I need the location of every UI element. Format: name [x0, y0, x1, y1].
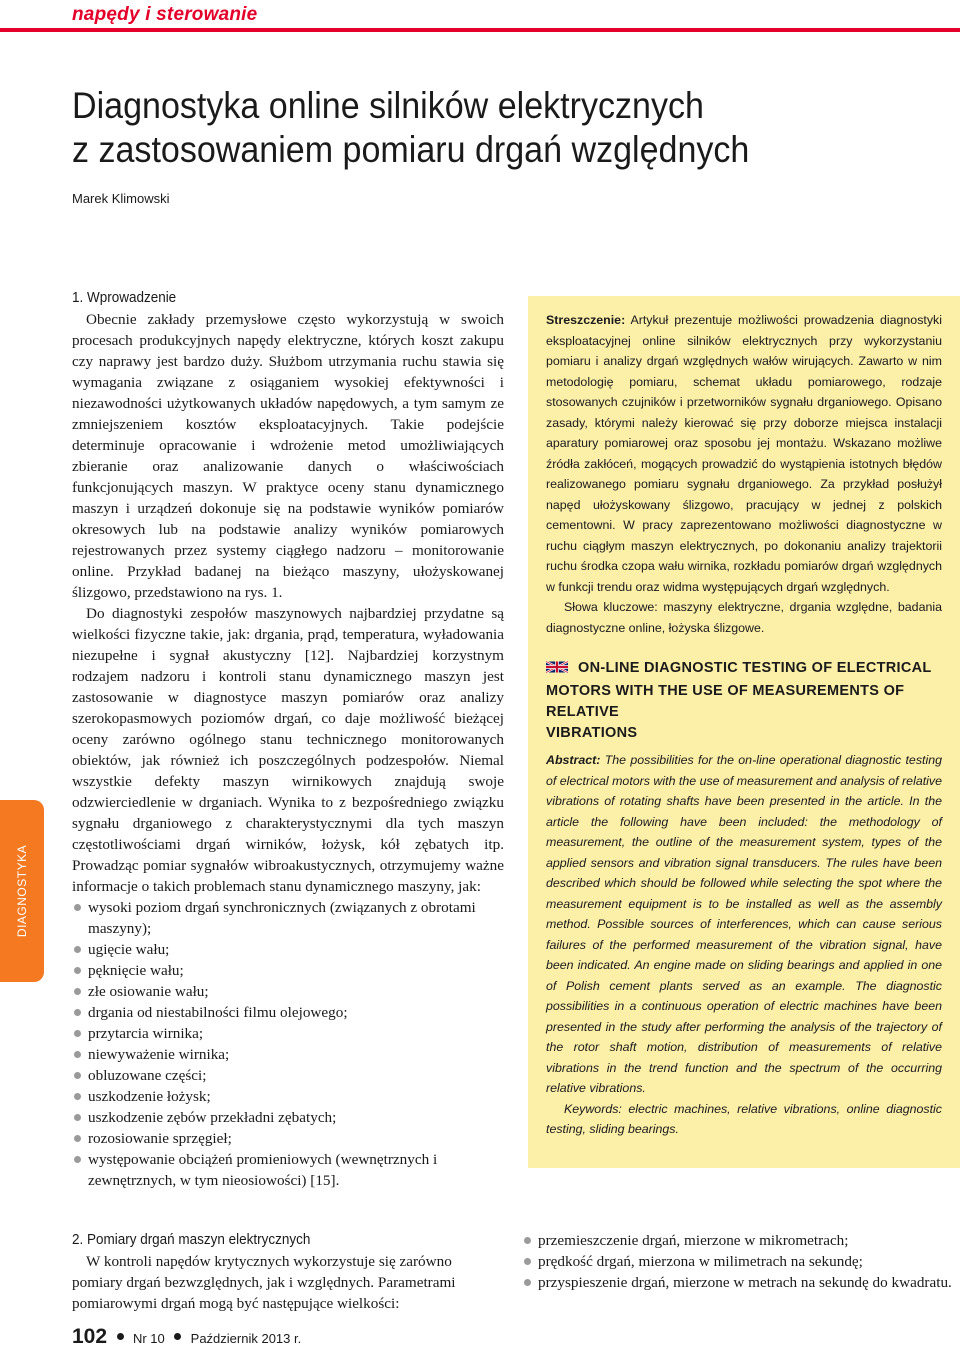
section-1-paragraph-1: Obecnie zakłady przemysłowe często wykorzystują w swoich procesach produkcyjnych napędy elektryczne, których koszt zakupu czy naprawy jest bardzo duży. Służbom utrzymania ruchu stawia się wymagania związane z osiąganiem wysokiej efektywności i niezawodności użytkowanych układów napędowych, a tym samym ze zmniejszeniem kosztów eksploatacyjnych. Takie podejście determinuje opracowanie i wdrożenie metod umożliwiających zbieranie oraz analizowanie danych o właściwościach funkcjonujących maszyn. W praktyce oceny stanu dynamicznego maszyn i urządzeń dokonuje się na podstawie wyników pomiarów okresowych lub na podstawie analizy wyników pomiarowych rejestrowanych przez systemy ciągłego nadzoru – monitorowanie online. Przykład badanej na bieżąco maszyny, ułożyskowanej ślizgowo, przedstawiono na rys. 1.	[72, 311, 504, 601]
list-item: przytarcia wirnika;	[72, 1023, 504, 1044]
abstract-pl-label: Streszczenie:	[546, 313, 626, 327]
side-tab	[0, 800, 44, 982]
issue-date: Październik 2013 r.	[190, 1331, 302, 1346]
abstract-en	[546, 750, 942, 1099]
section-header	[0, 0, 960, 36]
list-item: ugięcie wału;	[72, 939, 504, 960]
article-title	[72, 84, 863, 172]
header-rule	[0, 28, 960, 32]
list-item: niewyważenie wirnika;	[72, 1044, 504, 1065]
bullet-dot-icon	[174, 1333, 181, 1340]
keywords-pl: Słowa kluczowe: maszyny elektryczne, drgania względne, badania diagnostyczne online, łożyska ślizgowe.	[546, 600, 942, 635]
list-item: obluzowane części;	[72, 1065, 504, 1086]
abstract-box	[528, 296, 960, 1168]
list-item: występowanie obciążeń promieniowych (wewnętrznych i zewnętrznych, w tym nieosiowości) [15].	[72, 1149, 504, 1191]
english-title-line-2: MOTORS WITH THE USE OF MEASUREMENTS OF RELATIVE	[546, 683, 905, 720]
list-item: pęknięcie wału;	[72, 960, 504, 981]
measurement-list-column	[522, 1230, 956, 1293]
measurement-list	[522, 1230, 956, 1293]
section-2	[72, 1230, 504, 1314]
list-item: przemieszczenie drgań, mierzone w mikrometrach;	[522, 1230, 956, 1251]
list-item: uszkodzenie łożysk;	[72, 1086, 504, 1107]
abstract-pl	[546, 310, 942, 597]
section-1-body	[72, 309, 504, 897]
section-2-heading: 2. Pomiary drgań maszyn elektrycznych	[72, 1232, 311, 1248]
list-item: wysoki poziom drgań synchronicznych (związanych z obrotami maszyny);	[72, 897, 504, 939]
list-item: złe osiowanie wału;	[72, 981, 504, 1002]
section-1-paragraph-2: Do diagnostyki zespołów maszynowych najbardziej przydatne są wielkości fizyczne takie, jak: drgania, prąd, temperatura, wyładowania niezupełne i sygnał akustyczny [12]. Najbardziej korzystnym rodzajem nadzoru i kontroli stanu dynamicznego maszyn jest zastosowanie w diagnostyce maszyn pomiarów oraz analizy szerokopasmowych poziomów drgań, co daje możliwość bieżącej oceny zarówno ogólnego stanu technicznego monitorowanych obiektów, jak również ich poszczególnych podzespołów. Niemal wszystkie defekty maszyn wirnikowych znajdują swoje odzwierciedlenie w drganiach. Wynika to z bezpośredniego związku sygnału drganiowego z charakterystycznymi dla tych maszyn częstotliwościami drgań wirników, łożysk, kół zębatych itp. Prowadząc pomiar sygnałów wibroakustycznych, otrzymujemy ważne informacje o takich problemach stanu dynamicznego maszyny, jak:	[72, 605, 504, 895]
abstract-en-text: The possibilities for the on-line operational diagnostic testing of electrical motors with the use of measurement and analysis of relative vibrations of rotating shafts have been presented in the article. In the article the following have been included: the methodology of measurement, the outline of the measurement system, types of the applied sensors and vibration signal transducers. The rules have been described which should be followed while selecting the spot where the measurement equipment is to be installed as well as the assembly method. Possible sources of interferences, which can cause serious failures of the performed measurement of the vibration signal, have been indicated. An engine made on sliding bearings and applied in one of Polish cement plants served as an example. The diagnostic possibilities in a continuous operation of electric machines have been presented in the study after performing the analysis of the trajectory of the rotor shaft motion, distribution of measurements of relative vibrations in the trend function and the spectrum of the occurring relative vibrations.	[546, 753, 942, 1095]
section-1-heading: 1. Wprowadzenie	[72, 290, 177, 306]
side-tab-label: DIAGNOSTYKA	[15, 844, 29, 938]
list-item: rozosiowanie sprzęgieł;	[72, 1128, 504, 1149]
defect-list	[72, 897, 504, 1191]
page-footer	[72, 1325, 301, 1349]
page-number: 102	[72, 1325, 108, 1348]
abstract-pl-text: Artykuł prezentuje możliwości prowadzenia diagnostyki eksploatacyjnej online silników elektrycznych przy wykorzystaniu pomiaru i analizy drgań względnych wałów wirujących. Zawarto w nim metodologię pomiaru, schemat układu pomiarowego, rodzaje stosowanych czujników i przetworników sygnału drganiowego. Opisano zasady, którymi należy kierować się przy doborze miejsca instalacji aparatury pomiarowej oraz sposobu jej montażu. Wskazano możliwe źródła zakłóceń, mogących prowadzić do wystąpienia istotnych błędów realizowanego pomiaru sygnału drganiowego. Za przykład posłużył napęd ułożyskowany ślizgowo, pracujący w jednej z polskich cementowni. W pracy zaprezentowano możliwości diagnostyczne w ruchu ciągłym maszyn elektrycznych, po dokonaniu analizy trajektorii ruchu środka czopa wału wirnika, rozkładu pomiarów drgań względnych w funkcji trendu oraz widma występujących drgań względnych.	[546, 313, 942, 594]
main-column	[72, 288, 504, 1191]
list-item: przyspieszenie drgań, mierzone w metrach na sekundę do kwadratu.	[522, 1272, 956, 1293]
author: Marek Klimowski	[72, 191, 170, 206]
bullet-dot-icon	[117, 1333, 124, 1340]
list-item: prędkość drgań, mierzona w milimetrach na sekundę;	[522, 1251, 956, 1272]
uk-flag-icon	[546, 660, 568, 681]
english-title-line-3: VIBRATIONS	[546, 725, 638, 741]
title-line-2: z zastosowaniem pomiaru drgań względnych	[72, 129, 750, 170]
issue-number: Nr 10	[132, 1331, 165, 1346]
english-title	[546, 658, 942, 744]
list-item: uszkodzenie zębów przekładni zębatych;	[72, 1107, 504, 1128]
english-title-line-1: ON-LINE DIAGNOSTIC TESTING OF ELECTRICAL	[578, 660, 932, 676]
title-line-1: Diagnostyka online silników elektrycznych	[72, 85, 704, 126]
section-2-paragraph: W kontroli napędów krytycznych wykorzystuje się zarówno pomiary drgań bezwzględnych, jak i względnych. Parametrami pomiarowymi drgań mogą być następujące wielkości:	[72, 1253, 456, 1312]
keywords-en: Keywords: electric machines, relative vibrations, online diagnostic testing, sliding bearings.	[546, 1101, 942, 1136]
section-label: napędy i sterowanie	[72, 4, 258, 25]
list-item: drgania od niestabilności filmu olejowego;	[72, 1002, 504, 1023]
abstract-en-label: Abstract:	[546, 753, 601, 767]
